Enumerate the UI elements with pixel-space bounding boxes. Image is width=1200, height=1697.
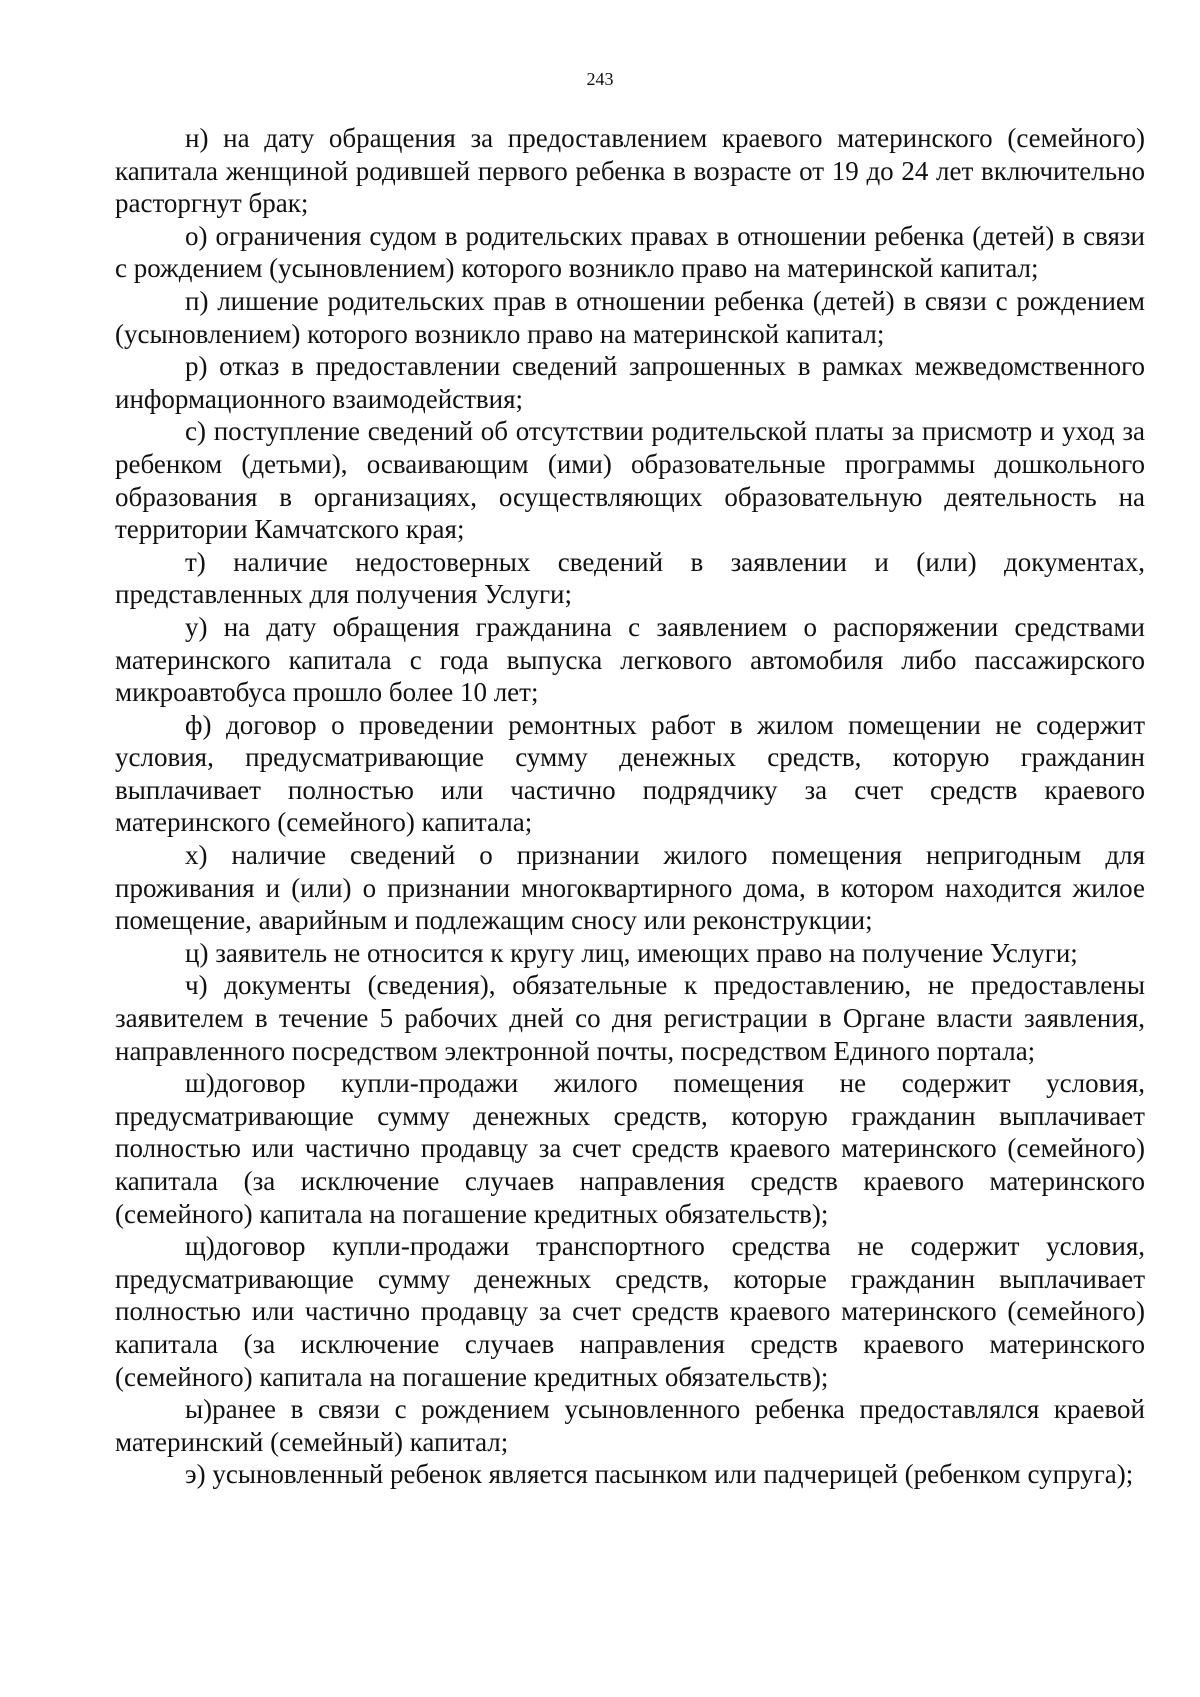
page-number: 243 <box>586 69 614 89</box>
paragraph-ch: ч) документы (сведения), обязательные к предоставлению, не предоставлены заявителем в течение 5 рабочих дней со дня регистрации в Органе власти заявления, направленного посредством электронной почты, посредством Единого портала; <box>115 970 1145 1066</box>
paragraph-r: р) отказ в предоставлении сведений запрошенных в рамках межведомственного информационного взаимодействия; <box>115 351 1145 414</box>
paragraph-s: с) поступление сведений об отсутствии родительской платы за присмотр и уход за ребенком (детьми), осваивающим (ими) образовательные программы дошкольного образования в организациях, осуществляющих образовательную деятельность на территории Камчатского края; <box>115 416 1145 545</box>
paragraph-sh: ш)договор купли-продажи жилого помещения не содержит условия, предусматривающие сумму денежных средств, которую гражданин выплачивает полностью или частично продавцу за счет средств краевого материнского (семейного) капитала (за исключение случаев направления средств краевого материнского (семейного) капитала на погашение кредитных обязательств); <box>115 1068 1145 1229</box>
paragraph-f: ф) договор о проведении ремонтных работ в жилом помещении не содержит условия, предусматривающие сумму денежных средств, которую гражданин выплачивает полностью или частично подрядчику за счет средств краевого материнского (семейного) капитала; <box>115 709 1145 838</box>
paragraph-y: ы)ранее в связи с рождением усыновленного ребенка предоставлялся краевой материнский (семейный) капитал; <box>115 1394 1145 1457</box>
paragraph-n: н) на дату обращения за предоставлением краевого материнского (семейного) капитала женщиной родившей первого ребенка в возрасте от 19 до 24 лет включительно расторгнут брак; <box>115 123 1145 219</box>
paragraph-shch: щ)договор купли-продажи транспортного средства не содержит условия, предусматривающие сумму денежных средств, которые гражданин выплачивает полностью или частично продавцу за счет средств краевого материнского (семейного) капитала (за исключение случаев направления средств краевого материнского (семейного) капитала на погашение кредитных обязательств); <box>115 1231 1145 1392</box>
paragraph-kh: х) наличие сведений о признании жилого помещения непригодным для проживания и (или) о признании многоквартирного дома, в котором находится жилое помещение, аварийным и подлежащим сносу или реконструкции; <box>115 840 1145 936</box>
paragraph-ts: ц) заявитель не относится к кругу лиц, имеющих право на получение Услуги; <box>185 937 1078 968</box>
paragraph-o: о) ограничения судом в родительских правах в отношении ребенка (детей) в связи с рождением (усыновлением) которого возникло право на материнской капитал; <box>115 220 1145 284</box>
paragraph-e: э) усыновленный ребенок является пасынком или падчерицей (ребенком супруга); <box>185 1459 1134 1490</box>
paragraph-p: п) лишение родительских прав в отношении ребенка (детей) в связи с рождением (усыновлением) которого возникло право на материнской капитал; <box>115 285 1145 349</box>
paragraph-u: у) на дату обращения гражданина с заявлением о распоряжении средствами материнского капитала с года выпуска легкового автомобиля либо пассажирского микроавтобуса прошло более 10 лет; <box>115 611 1145 708</box>
document-body <box>115 122 1145 1491</box>
paragraph-t: т) наличие недостоверных сведений в заявлении и (или) документах, представленных для получения Услуги; <box>115 546 1145 610</box>
